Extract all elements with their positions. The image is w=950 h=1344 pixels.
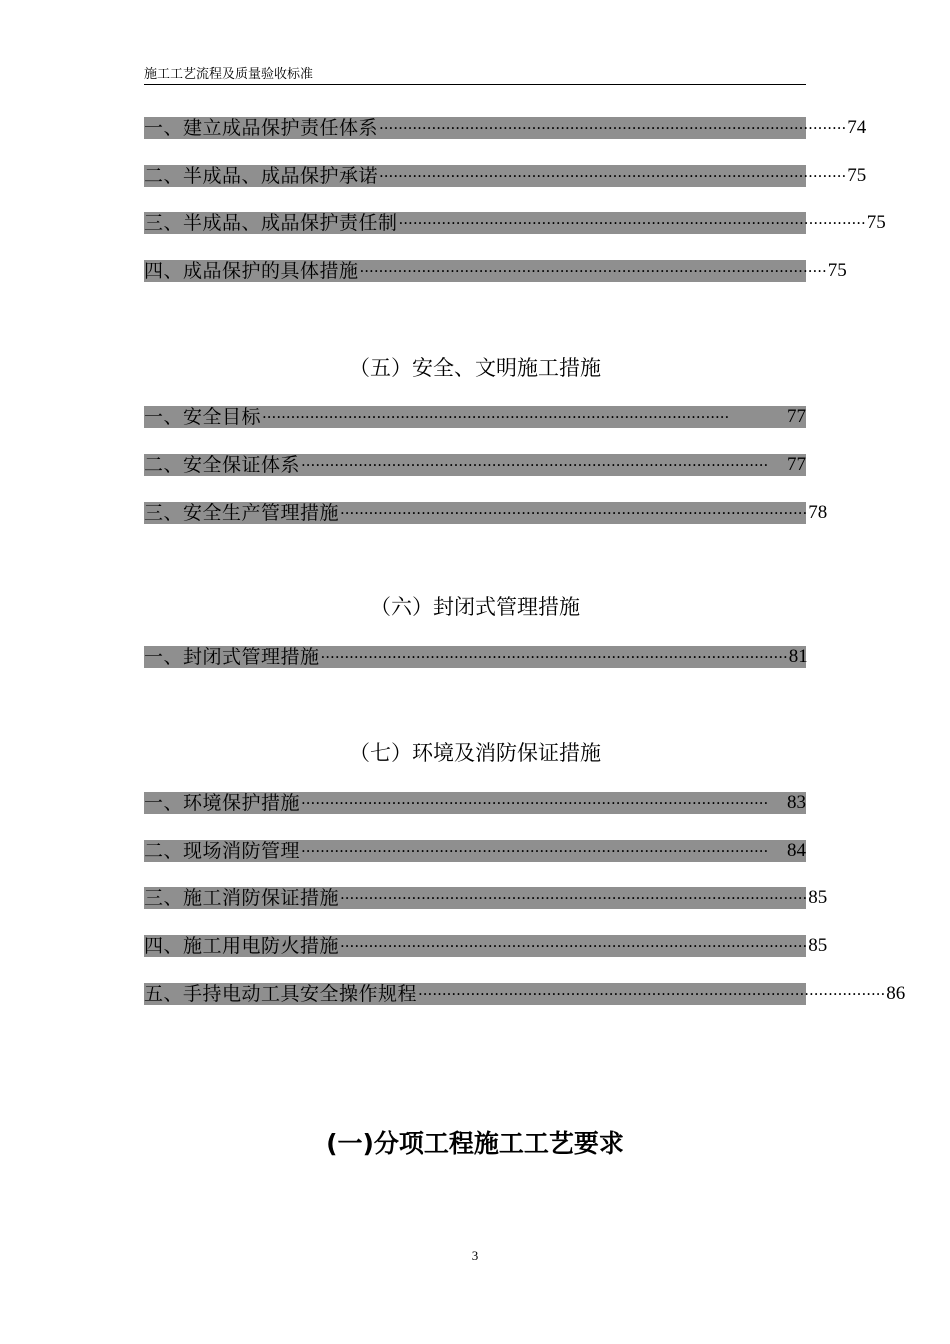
toc-entry-page: 77 <box>787 406 806 427</box>
toc-leader-dots: ·································································································· <box>320 648 788 666</box>
toc-leader-dots: ·································································································· <box>340 504 808 522</box>
header-title: 施工工艺流程及质量验收标准 <box>144 67 314 82</box>
toc-leader-dots: ·································································································· <box>301 842 769 860</box>
toc-entry-page: 74 <box>847 117 867 138</box>
toc-entry[interactable] <box>144 983 906 1005</box>
toc-entry-label: 二、安全保证体系 <box>144 454 301 476</box>
toc-entry-page: 83 <box>787 792 806 813</box>
toc-leader-dots: ·································································································· <box>398 214 866 232</box>
toc-entry-label: 三、半成品、成品保护责任制 <box>144 212 398 234</box>
toc-entry-label: 四、施工用电防火措施 <box>144 935 340 957</box>
main-heading: (一)分项工程施工工艺要求 <box>326 1129 624 1158</box>
toc-entry[interactable] <box>144 840 806 862</box>
toc-leader-dots: ·································································································· <box>379 167 847 185</box>
toc-entry-page: 85 <box>808 935 828 956</box>
toc-entry-label: 五、手持电动工具安全操作规程 <box>144 983 418 1005</box>
toc-leader-dots: ·································································································· <box>340 889 808 907</box>
toc-entry[interactable] <box>144 260 847 282</box>
toc-entry-label: 一、环境保护措施 <box>144 792 301 814</box>
toc-leader-dots: ·································································································· <box>340 937 808 955</box>
toc-entry[interactable] <box>144 117 867 139</box>
toc-entry[interactable] <box>144 792 806 814</box>
toc-entry-label: 三、施工消防保证措施 <box>144 887 340 909</box>
page-header <box>144 64 806 85</box>
toc-entry-label: 四、成品保护的具体措施 <box>144 260 359 282</box>
section-heading: （六）封闭式管理措施 <box>370 595 580 619</box>
toc-leader-dots: ·································································································· <box>301 456 769 474</box>
toc-entry[interactable] <box>144 406 806 428</box>
toc-entry-page: 78 <box>808 502 828 523</box>
toc-entry-label: 三、安全生产管理措施 <box>144 502 340 524</box>
toc-entry[interactable] <box>144 454 806 476</box>
toc-entry-page: 75 <box>847 165 867 186</box>
toc-leader-dots: ·································································································· <box>418 985 886 1003</box>
toc-entry-page: 81 <box>788 646 808 667</box>
toc-leader-dots: ·································································································· <box>359 262 827 280</box>
toc-entry-page: 75 <box>866 212 886 233</box>
toc-entry[interactable] <box>144 646 806 668</box>
toc-entry-label: 二、现场消防管理 <box>144 840 301 862</box>
toc-entry-page: 85 <box>808 887 828 908</box>
toc-entry-page: 86 <box>886 983 906 1004</box>
toc-entry-label: 一、建立成品保护责任体系 <box>144 117 379 139</box>
toc-entry-page: 75 <box>827 260 847 281</box>
toc-entry-page: 84 <box>787 840 806 861</box>
toc-entry-label: 二、半成品、成品保护承诺 <box>144 165 379 187</box>
toc-entry[interactable] <box>144 165 867 187</box>
toc-entry[interactable] <box>144 935 828 957</box>
section-heading: （五）安全、文明施工措施 <box>349 356 601 380</box>
toc-entry[interactable] <box>144 502 828 524</box>
toc-leader-dots: ·································································································· <box>379 119 847 137</box>
toc-entry[interactable] <box>144 212 886 234</box>
toc-entry-page: 77 <box>787 454 806 475</box>
section-heading: （七）环境及消防保证措施 <box>349 741 601 765</box>
toc-leader-dots: ·································································································· <box>262 408 730 426</box>
page-number: 3 <box>471 1248 479 1263</box>
toc-entry[interactable] <box>144 887 828 909</box>
toc-entry-label: 一、封闭式管理措施 <box>144 646 320 668</box>
toc-leader-dots: ·································································································· <box>301 794 769 812</box>
toc-entry-label: 一、安全目标 <box>144 406 262 428</box>
